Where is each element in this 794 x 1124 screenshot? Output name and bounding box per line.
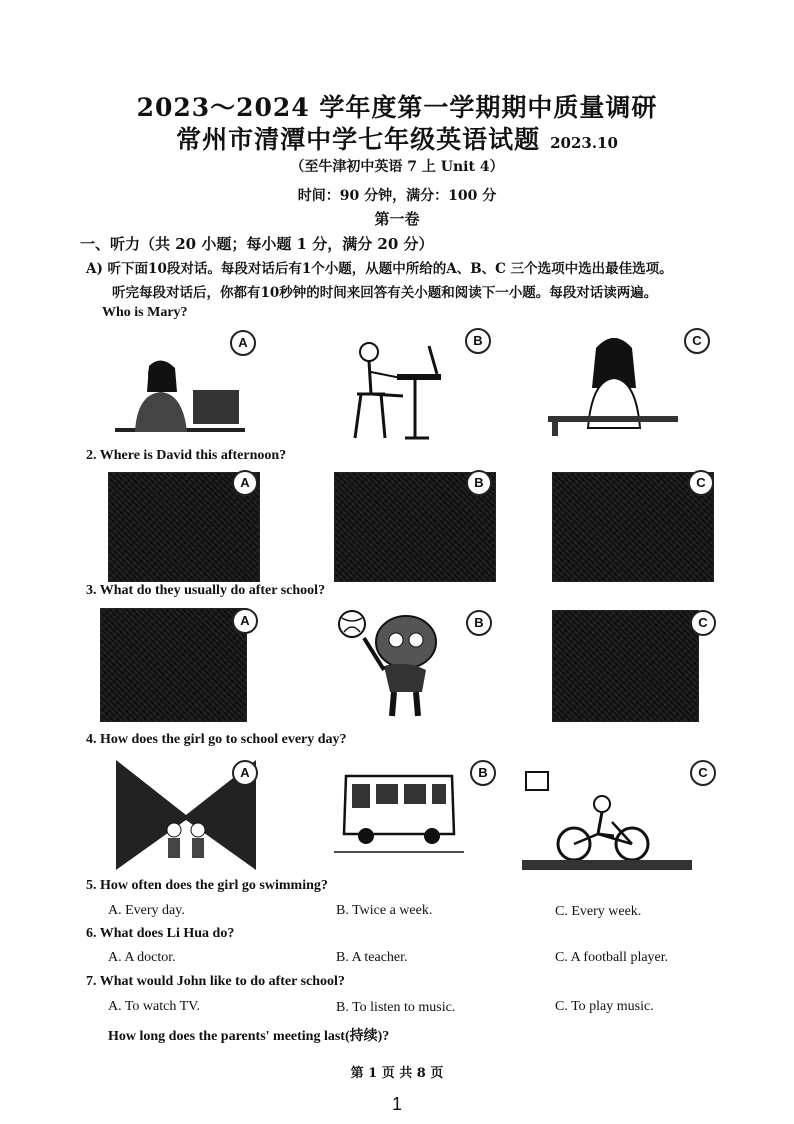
q3-picture-b-volleyball xyxy=(334,608,464,724)
volleyball-girl-icon xyxy=(334,608,464,724)
q2-choice-c[interactable]: C xyxy=(688,470,714,496)
question-4-text: How does the girl go to school every day? xyxy=(100,732,347,747)
q7-option-a[interactable]: A. To watch TV. xyxy=(108,999,200,1014)
page-number: 1 xyxy=(391,1094,402,1114)
exam-scope: （至牛津初中英语 7 上 Unit 4） xyxy=(290,159,504,175)
q2-choice-b[interactable]: B xyxy=(466,470,492,496)
q4-choice-a[interactable]: A xyxy=(232,760,258,786)
person-at-computer-icon xyxy=(345,338,445,442)
q5-option-b[interactable]: B. Twice a week. xyxy=(336,903,433,918)
question-2-text: Where is David this afternoon? xyxy=(99,448,287,463)
question-3-number: 3. xyxy=(86,583,97,598)
question-8-text: How long does the parents' meeting last(持续)? xyxy=(108,1029,390,1044)
question-5-text: How often does the girl go swimming? xyxy=(100,878,328,893)
q3-choice-b[interactable]: B xyxy=(466,610,492,636)
q6-option-b[interactable]: B. A teacher. xyxy=(336,950,408,965)
question-2 xyxy=(86,448,286,464)
q1-choice-b[interactable]: B xyxy=(465,328,491,354)
q6-option-a[interactable]: A. A doctor. xyxy=(108,950,176,965)
q3-choice-c[interactable]: C xyxy=(690,610,716,636)
q2-choice-a[interactable]: A xyxy=(232,470,258,496)
q1-picture-c xyxy=(548,328,678,438)
q3-picture-c-swimming xyxy=(552,610,699,722)
q5-option-a[interactable]: A. Every day. xyxy=(108,903,185,918)
q1-picture-a xyxy=(115,352,245,436)
question-7-text: What would John like to do after school? xyxy=(99,974,345,989)
question-7 xyxy=(86,974,345,990)
q4-picture-b-bus xyxy=(334,762,464,862)
question-1 xyxy=(102,305,188,321)
question-3 xyxy=(86,583,325,599)
instruction-line-2: 听完每段对话后，你都有10秒钟的时间来回答有关小题和阅读下一小题。每段对话读两遍。 xyxy=(112,285,658,301)
q3-picture-a-playing xyxy=(100,608,247,722)
q4-choice-b[interactable]: B xyxy=(470,760,496,786)
girl-riding-bike-icon xyxy=(522,764,692,872)
question-6 xyxy=(86,926,234,942)
section-instructions xyxy=(86,257,786,305)
exam-date: 2023.10 xyxy=(550,134,618,152)
question-1-text: Who is Mary? xyxy=(102,305,188,320)
q3-choice-a[interactable]: A xyxy=(232,608,258,634)
question-6-text: What does Li Hua do? xyxy=(99,926,235,941)
q4-picture-c-bike xyxy=(522,764,692,872)
q5-option-c[interactable]: C. Every week. xyxy=(555,904,642,919)
q7-option-c[interactable]: C. To play music. xyxy=(555,999,654,1014)
question-7-number: 7. xyxy=(86,974,97,989)
bus-icon xyxy=(334,762,464,862)
volume-heading: 第一卷 xyxy=(374,210,420,228)
question-5-number: 5. xyxy=(86,878,97,893)
woman-on-phone-icon xyxy=(115,352,245,436)
q4-choice-c[interactable]: C xyxy=(690,760,716,786)
question-4 xyxy=(86,732,347,748)
question-6-number: 6. xyxy=(86,926,97,941)
q1-choice-a[interactable]: A xyxy=(230,330,256,356)
exam-title-line2 xyxy=(0,120,794,156)
question-2-number: 2. xyxy=(86,448,97,463)
section-title: 一、听力（共 20 小题；每小题 1 分，满分 20 分） xyxy=(80,235,434,253)
exam-title-line1: 2023～2024 学年度第一学期期中质量调研 xyxy=(136,93,658,122)
question-4-number: 4. xyxy=(86,732,97,747)
exam-time-score: 时间：90 分钟，满分：100 分 xyxy=(297,188,497,204)
instruction-line-1: A) 听下面10段对话。每段对话后有1个小题，从题中所给的A、B、C 三个选项中选出最佳选项。 xyxy=(86,261,673,277)
exam-title-school: 常州市清潭中学七年级英语试题 xyxy=(176,125,541,154)
q1-picture-b xyxy=(345,338,445,442)
q6-option-c[interactable]: C. A football player. xyxy=(555,950,669,965)
q7-option-b[interactable]: B. To listen to music. xyxy=(336,1000,456,1015)
question-5 xyxy=(86,878,328,894)
woman-at-desk-icon xyxy=(548,328,678,438)
q1-choice-c[interactable]: C xyxy=(684,328,710,354)
page-info: 第 1 页 共 8 页 xyxy=(350,1066,444,1081)
question-3-text: What do they usually do after school? xyxy=(99,583,326,598)
